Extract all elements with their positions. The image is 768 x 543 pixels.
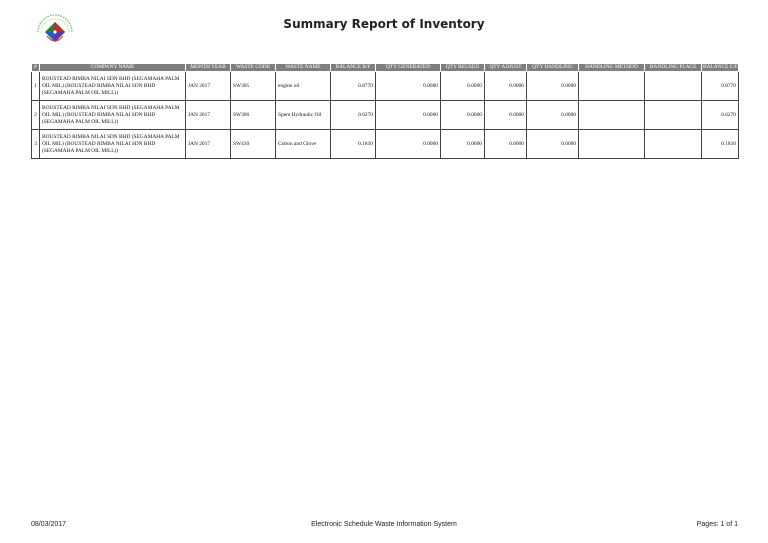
cell-handling-place	[645, 72, 702, 101]
col-header-handling-method: HANDLING METHOD	[579, 64, 645, 72]
cell-company-name: BOUSTEAD RIMBA NILAI SDN BHD (SEGAMAHA PALM OIL MIL) (BOUSTEAD RIMBA NILAI SDN BHD (SEGAMAHA PALM OIL MILL))	[40, 130, 186, 159]
col-header-handling-place: HANDLING PLACE	[645, 64, 702, 72]
table-row	[32, 130, 739, 159]
cell-qty-handling: 0.0000	[527, 101, 579, 130]
col-header-qty-handling: QTY HANDLING	[527, 64, 579, 72]
cell-waste-code: SW305	[231, 72, 276, 101]
cell-index: 1	[32, 72, 40, 101]
cell-qty-generated: 0.0000	[376, 130, 441, 159]
cell-qty-adjust: 0.0000	[485, 72, 527, 101]
cell-handling-method	[579, 101, 645, 130]
cell-qty-handling: 0.0000	[527, 72, 579, 101]
cell-handling-method	[579, 72, 645, 101]
col-header-waste-name: WASTE NAME	[276, 64, 331, 72]
cell-qty-adjust: 0.0000	[485, 130, 527, 159]
cell-month-year: JAN 2017	[186, 72, 231, 101]
cell-qty-handling: 0.0000	[527, 130, 579, 159]
cell-waste-code: SW410	[231, 130, 276, 159]
cell-index: 3	[32, 130, 40, 159]
cell-handling-method	[579, 130, 645, 159]
cell-balance-bf: 0.6270	[331, 101, 376, 130]
footer-page-count: Pages: 1 of 1	[696, 521, 738, 528]
table-header-row	[32, 64, 739, 72]
col-header-qty-reused: QTY REUSED	[441, 64, 485, 72]
col-header-month-year: MONTH YEAR	[186, 64, 231, 72]
cell-qty-generated: 0.0000	[376, 72, 441, 101]
cell-qty-reused: 0.0000	[441, 101, 485, 130]
cell-qty-reused: 0.0000	[441, 130, 485, 159]
cell-qty-adjust: 0.0000	[485, 101, 527, 130]
report-title: Summary Report of Inventory	[283, 17, 485, 31]
cell-waste-name: Cotton and Glove	[276, 130, 331, 159]
cell-qty-generated: 0.0000	[376, 101, 441, 130]
col-header-index: #	[32, 64, 40, 72]
cell-month-year: JAN 2017	[186, 101, 231, 130]
col-header-company-name: COMPANY NAME	[40, 64, 186, 72]
cell-balance-cf: 0.1810	[702, 130, 739, 159]
cell-month-year: JAN 2017	[186, 130, 231, 159]
cell-handling-place	[645, 130, 702, 159]
col-header-balance-cf: BALANCE C/F	[703, 64, 738, 70]
cell-waste-code: SW306	[231, 101, 276, 130]
cell-balance-cf: 0.8770	[702, 72, 739, 101]
cell-qty-reused: 0.0000	[441, 72, 485, 101]
col-header-qty-adjust: QTY ADJUST	[485, 64, 527, 72]
table-row	[32, 101, 739, 130]
cell-handling-place	[645, 101, 702, 130]
col-header-balance-bf: BALANCE B/F	[331, 64, 376, 72]
cell-waste-name: Spent Hydraulic Oil	[276, 101, 331, 130]
footer-system-name: Electronic Schedule Waste Information System	[311, 521, 457, 528]
cell-company-name: BOUSTEAD RIMBA NILAI SDN BHD (SEGAMAHA PALM OIL MIL) (BOUSTEAD RIMBA NILAI SDN BHD (SEGAMAHA PALM OIL MILL))	[40, 101, 186, 130]
cell-waste-name: engine oil	[276, 72, 331, 101]
inventory-table	[31, 63, 739, 159]
cell-company-name: BOUSTEAD RIMBA NILAI SDN BHD (SEGAMAHA PALM OIL MIL) (BOUSTEAD RIMBA NILAI SDN BHD (SEGAMAHA PALM OIL MILL))	[40, 72, 186, 101]
cell-balance-bf: 0.8770	[331, 72, 376, 101]
col-header-waste-code: WASTE CODE	[231, 64, 276, 72]
col-header-qty-generated: QTY GENERATED	[376, 64, 441, 72]
footer-date: 08/03/2017	[31, 521, 67, 528]
cell-balance-cf: 0.6270	[702, 101, 739, 130]
cell-balance-bf: 0.1810	[331, 130, 376, 159]
table-row	[32, 72, 739, 101]
cell-index: 2	[32, 101, 40, 130]
